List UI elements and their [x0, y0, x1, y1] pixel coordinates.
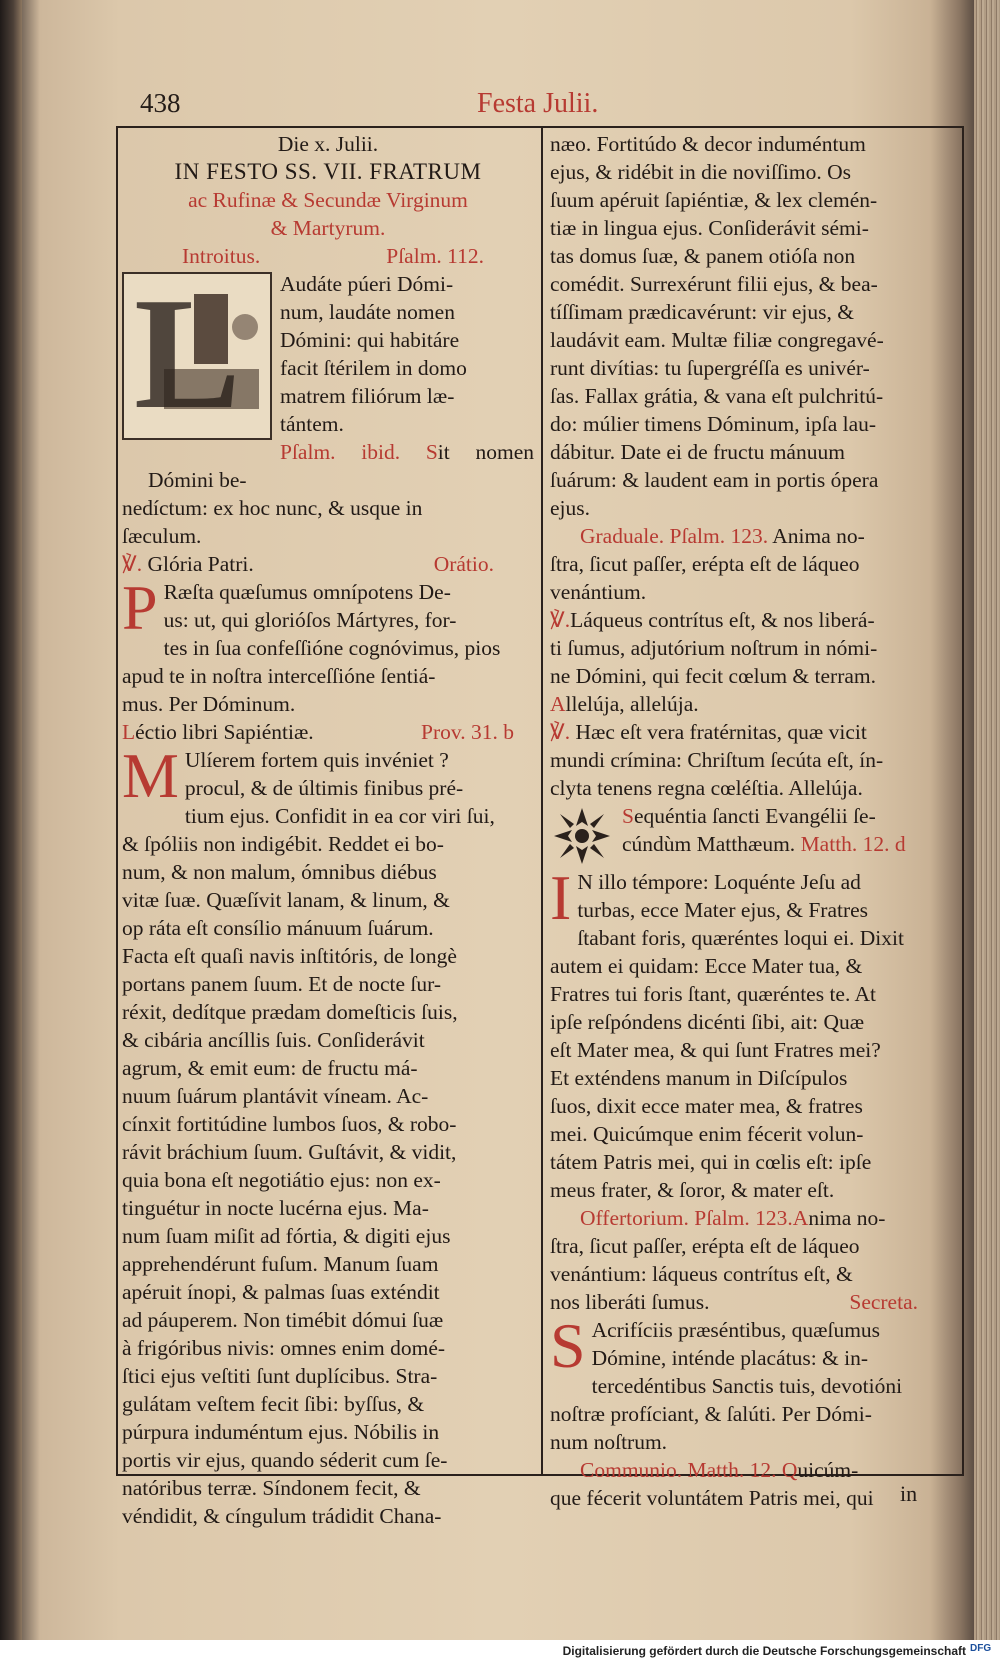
lectio-line: num, & non malum, ómnibus diébus: [122, 860, 437, 884]
introitus-line: Dómini: qui habitáre: [280, 328, 460, 352]
lectio-cont-line: laudávit eam. Multæ filiæ congregavé-: [550, 328, 884, 352]
gloria-oratio-row: [122, 550, 534, 578]
graduale-heading: [550, 522, 958, 550]
lectio-line: nuum ſuárum plantávit víneam. Ac-: [122, 1084, 429, 1108]
lectio-line: à frigóribus nivis: omnes enim domé-: [122, 1336, 446, 1360]
graduale-label: Graduale. Pſalm. 123.: [580, 524, 769, 548]
psalm-line: ſæculum.: [122, 524, 202, 548]
book-spine: [0, 0, 22, 1640]
page-edges: [974, 0, 1000, 1640]
lectio-line: ad páuperem. Non timébit dómui ſuæ: [122, 1308, 444, 1332]
lectio-cont-line: næo. Fortitúdo & decor induméntum: [550, 132, 866, 156]
column-rule: [541, 128, 543, 1474]
lectio-line: Facta eſt quaſi navis inſtitóris, de longè: [122, 944, 457, 968]
communio-initial: Q: [781, 1458, 798, 1482]
secreta-line: Acrifíciis præséntibus, quæſumus: [591, 1318, 881, 1342]
versicle-line: Hæc eſt vera fratérnitas, quæ vicit: [575, 720, 867, 744]
gospel-line: autem ei quidam: Ecce Mater tua, &: [550, 954, 863, 978]
gospel-line: eſt Mater mea, & qui ſunt Fratres mei?: [550, 1038, 881, 1062]
gospel-initial: I: [550, 862, 572, 933]
lectio-line: cínxit fortitúdine lumbos ſuos, & robo-: [122, 1112, 457, 1136]
lectio-initial-L: L: [122, 720, 136, 744]
introitus-line: Audáte púeri Dómi-: [280, 272, 454, 296]
offertorium-label: Offertorium. Pſalm. 123.: [580, 1206, 793, 1230]
graduale-text: Anima no-: [768, 524, 865, 548]
offertorium-line: venántium: láqueus contrítus eſt, &: [550, 1262, 853, 1286]
offertorium-line: ſtra, ſicut paſſer, erépta eſt de láqueo: [550, 1234, 860, 1258]
secreta-line: Dómine, inténde placátus: & in-: [591, 1346, 869, 1370]
lectio-line: natóribus terræ. Síndonem fecit, &: [122, 1476, 421, 1500]
versicle-line: clyta tenens regna cœléſtia. Allelúja.: [550, 776, 863, 800]
left-column: [122, 130, 534, 1530]
secreta-line: num noſtrum.: [550, 1430, 668, 1454]
psalm-text: it nomen Dómini be-: [148, 440, 534, 492]
alleluia: [550, 690, 958, 718]
oratio-line: tes in ſua confeſſióne cognóvimus, pios: [163, 636, 501, 660]
lectio-line: num ſuam miſit ad fórtia, & digiti ejus: [122, 1224, 451, 1248]
oratio-line: apud te in noſtra interceſſióne ſentiá-: [122, 664, 436, 688]
versicle-line: Láqueus contrítus eſt, & nos liberá-: [570, 608, 875, 632]
introitus-line: tántem.: [280, 412, 344, 436]
left-rule: [116, 128, 118, 1474]
lectio-line: portis vir ejus, quando séderit cum ſe-: [122, 1448, 448, 1472]
lectio-line: & cibária ancíllis ſuis. Conſiderávit: [122, 1028, 425, 1052]
fleuron-ornament-icon: [550, 804, 614, 868]
offertorium-secreta-row: [550, 1288, 958, 1316]
lectio-line: ſtici ejus veſtiti ſunt duplícibus. Stra-: [122, 1364, 438, 1388]
right-column: [550, 130, 958, 1512]
oratio-block: [122, 572, 534, 718]
lectio-line: procul, & de últimis finibus pré-: [184, 776, 464, 800]
sequentia-block: [550, 802, 958, 868]
lectio-cont-line: tas domus ſuæ, & panem otióſa non: [550, 244, 856, 268]
catchword: in: [900, 1481, 918, 1506]
lectio-line: tium ejus. Confidit in ea cor viri ſui,: [184, 804, 495, 828]
lectio-block: [122, 740, 534, 1530]
gospel-line: N illo témpore: Loquénte Jeſu ad: [577, 870, 861, 894]
sequentia-text: cúndùm Matthæum.: [622, 832, 796, 856]
secreta-initial: S: [550, 1310, 586, 1381]
versicle-sign: ℣.: [550, 608, 571, 632]
offertorium-text: nima no-: [808, 1206, 886, 1230]
communio-label: Communio. Matth. 12.: [580, 1458, 777, 1482]
versicle-2: [550, 718, 958, 746]
introitus-block: [122, 270, 534, 438]
lectio-cont-line: do: múlier timens Dóminum, ipſa lau-: [550, 412, 877, 436]
page-number: 438: [140, 88, 181, 118]
lectio-line: apéruit ínopi, & palmas ſuas exténdit: [122, 1280, 440, 1304]
running-head: [140, 88, 940, 128]
introitus-line: num, laudáte nomen: [280, 300, 455, 324]
lectio-initial-M: M: [122, 740, 179, 811]
gospel-line: meus frater, & ſoror, & mater eſt.: [550, 1178, 835, 1202]
lectio-line: véndidit, & cíngulum trádidit Chana-: [122, 1504, 442, 1528]
feast-subtitle-1: ac Rufinæ & Secundæ Virginum: [188, 188, 468, 212]
gloria-text: Glória Patri.: [147, 552, 254, 576]
lectio-cont-line: comédit. Surrexérunt filii ejus, & bea-: [550, 272, 878, 296]
digitization-credit: Digitalisierung gefördert durch die Deutsche Forschungsgemeinschaft: [562, 1644, 966, 1658]
lectio-title: [122, 718, 314, 746]
sequentia-text: equéntia ſancti Evangélii ſe-: [633, 804, 876, 828]
versicle-line: ne Dómini, qui fecit cœlum & terram.: [550, 664, 876, 688]
gospel-line: ſuos, dixit ecce mater mea, & fratres: [550, 1094, 863, 1118]
lectio-line: vitæ ſuæ. Quæſívit lanam, & linum, &: [122, 888, 450, 912]
communio-line: que fécerit voluntátem Patris mei, qui: [550, 1486, 874, 1510]
versicle-sign: ℣.: [550, 720, 571, 744]
gospel-line: tátem Patris mei, qui in cœlis eſt: ipſe: [550, 1150, 872, 1174]
offertorium-heading: [550, 1204, 958, 1232]
lectio-cont-line: ſuárum: & laudent eam in portis ópera: [550, 468, 879, 492]
lectio-cont-line: tiæ in lingua ejus. Conſiderávit sémi-: [550, 216, 869, 240]
sequentia-initial: S: [622, 804, 634, 828]
running-title: Festa Julii.: [477, 88, 599, 119]
alleluia-text: llelúja, allelúja.: [565, 692, 699, 716]
lectio-line: púrpura induméntum ejus. Nóbilis in: [122, 1420, 440, 1444]
graduale-line: venántium.: [550, 580, 647, 604]
psalm-verse: [122, 438, 534, 494]
feast-subtitle-2: & Martyrum.: [270, 216, 386, 240]
gloria: [122, 550, 254, 578]
lectio-cont-line: ejus.: [550, 496, 591, 520]
communio-heading: [550, 1456, 958, 1484]
lectio-cont-line: dábitur. Date ei de fructu mánuum: [550, 440, 845, 464]
versicle-sign: ℣.: [122, 552, 143, 576]
lectio-reference: Prov. 31. b: [421, 720, 514, 744]
lectio-cont-line: ſuum apéruit ſapiéntiæ, & lex clemén-: [550, 188, 878, 212]
communio-text: uicúm-: [797, 1458, 859, 1482]
text-frame: [116, 126, 964, 1528]
lectio-cont-line: ſas. Fallax grátia, & vana eſt pulchritú-: [550, 384, 884, 408]
secreta-block: [550, 1310, 958, 1456]
introitus-line: facit ſtérilem in domo: [280, 356, 467, 380]
lectio-label: éctio libri Sapiéntiæ.: [135, 720, 314, 744]
lectio-line: tinguétur in nocte lucérna ejus. Ma-: [122, 1196, 429, 1220]
gospel-line: Fratres tui foris ſtant, quæréntes te. At: [550, 982, 877, 1006]
oratio-line: mus. Per Dóminum.: [122, 692, 296, 716]
oratio-label: Orátio.: [433, 552, 494, 576]
offertorium-line: nos liberáti ſumus.: [550, 1290, 710, 1314]
lectio-line: Ulíerem fortem quis invéniet ?: [184, 748, 449, 772]
versicle-line: mundi crímina: Chriſtum ſecúta eſt, ín-: [550, 748, 884, 772]
lectio-line: op ráta eſt consílio mánuum ſuárum.: [122, 916, 434, 940]
lectio-cont-line: ejus, & ridébit in die noviſſimo. Os: [550, 160, 851, 184]
graduale-line: ſtra, ſicut paſſer, erépta eſt de láqueo: [550, 552, 860, 576]
dfg-logo-icon: DFG: [970, 1643, 992, 1654]
lectio-line: portans panem ſuum. Et de nocte ſur-: [122, 972, 441, 996]
secreta-line: tercedéntibus Sanctis tuis, devotióni: [591, 1374, 903, 1398]
sequentia-reference: Matth. 12. d: [800, 832, 906, 856]
lectio-line: agrum, & emit eum: de fructu má-: [122, 1056, 418, 1080]
introitus-label: Introitus.: [182, 244, 261, 268]
secreta-line: noſtræ profíciant, & ſalúti. Per Dómi-: [550, 1402, 872, 1426]
lectio-line: apprehendérunt fuſum. Manum ſuam: [122, 1252, 439, 1276]
oratio-initial: P: [122, 572, 158, 643]
lectio-line: quia bona eſt negotiátio ejus: non ex-: [122, 1168, 441, 1192]
introitus-line: matrem filiórum læ-: [280, 384, 455, 408]
offertorium-initial: A: [792, 1206, 809, 1230]
gospel-line: ipſe reſpóndens dicénti ſibi, ait: Quæ: [550, 1010, 865, 1034]
gospel-line: Et exténdens manum in Diſcípulos: [550, 1066, 848, 1090]
alleluia-initial: A: [550, 692, 566, 716]
introitus-reference: Pſalm. 112.: [386, 244, 484, 268]
psalm-line: nedíctum: ex hoc nunc, & usque in: [122, 496, 423, 520]
gospel-line: mei. Quicúmque enim fécerit volun-: [550, 1122, 864, 1146]
gospel-block: [550, 862, 958, 1204]
gospel-line: turbas, ecce Mater ejus, & Fratres: [577, 898, 869, 922]
woodcut-initial-L: [122, 272, 272, 440]
versicle-1: [550, 606, 958, 634]
right-rule: [962, 128, 964, 1474]
oratio-line: Ræſta quæſumus omnípotens De-: [163, 580, 451, 604]
feast-date: Die x. Julii.: [277, 132, 379, 156]
lectio-cont-line: tíſſimam prædicavérunt: vir ejus, &: [550, 300, 854, 324]
gospel-line: ſtabant foris, quæréntes loqui ei. Dixit: [577, 926, 904, 950]
psalm-label: Pſalm. ibid. S: [280, 440, 438, 464]
feast-title: IN FESTO SS. VII. FRATRUM: [174, 159, 482, 184]
lectio-line: rávit bráchium ſuum. Guſtávit, & vidit,: [122, 1140, 457, 1164]
oratio-line: us: ut, qui glorióſos Mártyres, for-: [163, 608, 457, 632]
lectio-line: gulátam veſtem fecit ſibi: byſſus, &: [122, 1392, 425, 1416]
versicle-line: ti ſumus, adjutórium noſtrum in nómi-: [550, 636, 878, 660]
lectio-line: réxit, dedítque prædam domeſticis ſuis,: [122, 1000, 458, 1024]
initial-letter-L: L: [134, 272, 241, 440]
lectio-line: & ſpóliis non indigébit. Reddet ei bo-: [122, 832, 444, 856]
lectio-heading: [122, 718, 534, 746]
lectio-cont-line: runt divítias: tu ſupergréſſa es univér-: [550, 356, 870, 380]
introitus-heading: [122, 242, 534, 270]
secreta-label: Secreta.: [849, 1290, 918, 1314]
